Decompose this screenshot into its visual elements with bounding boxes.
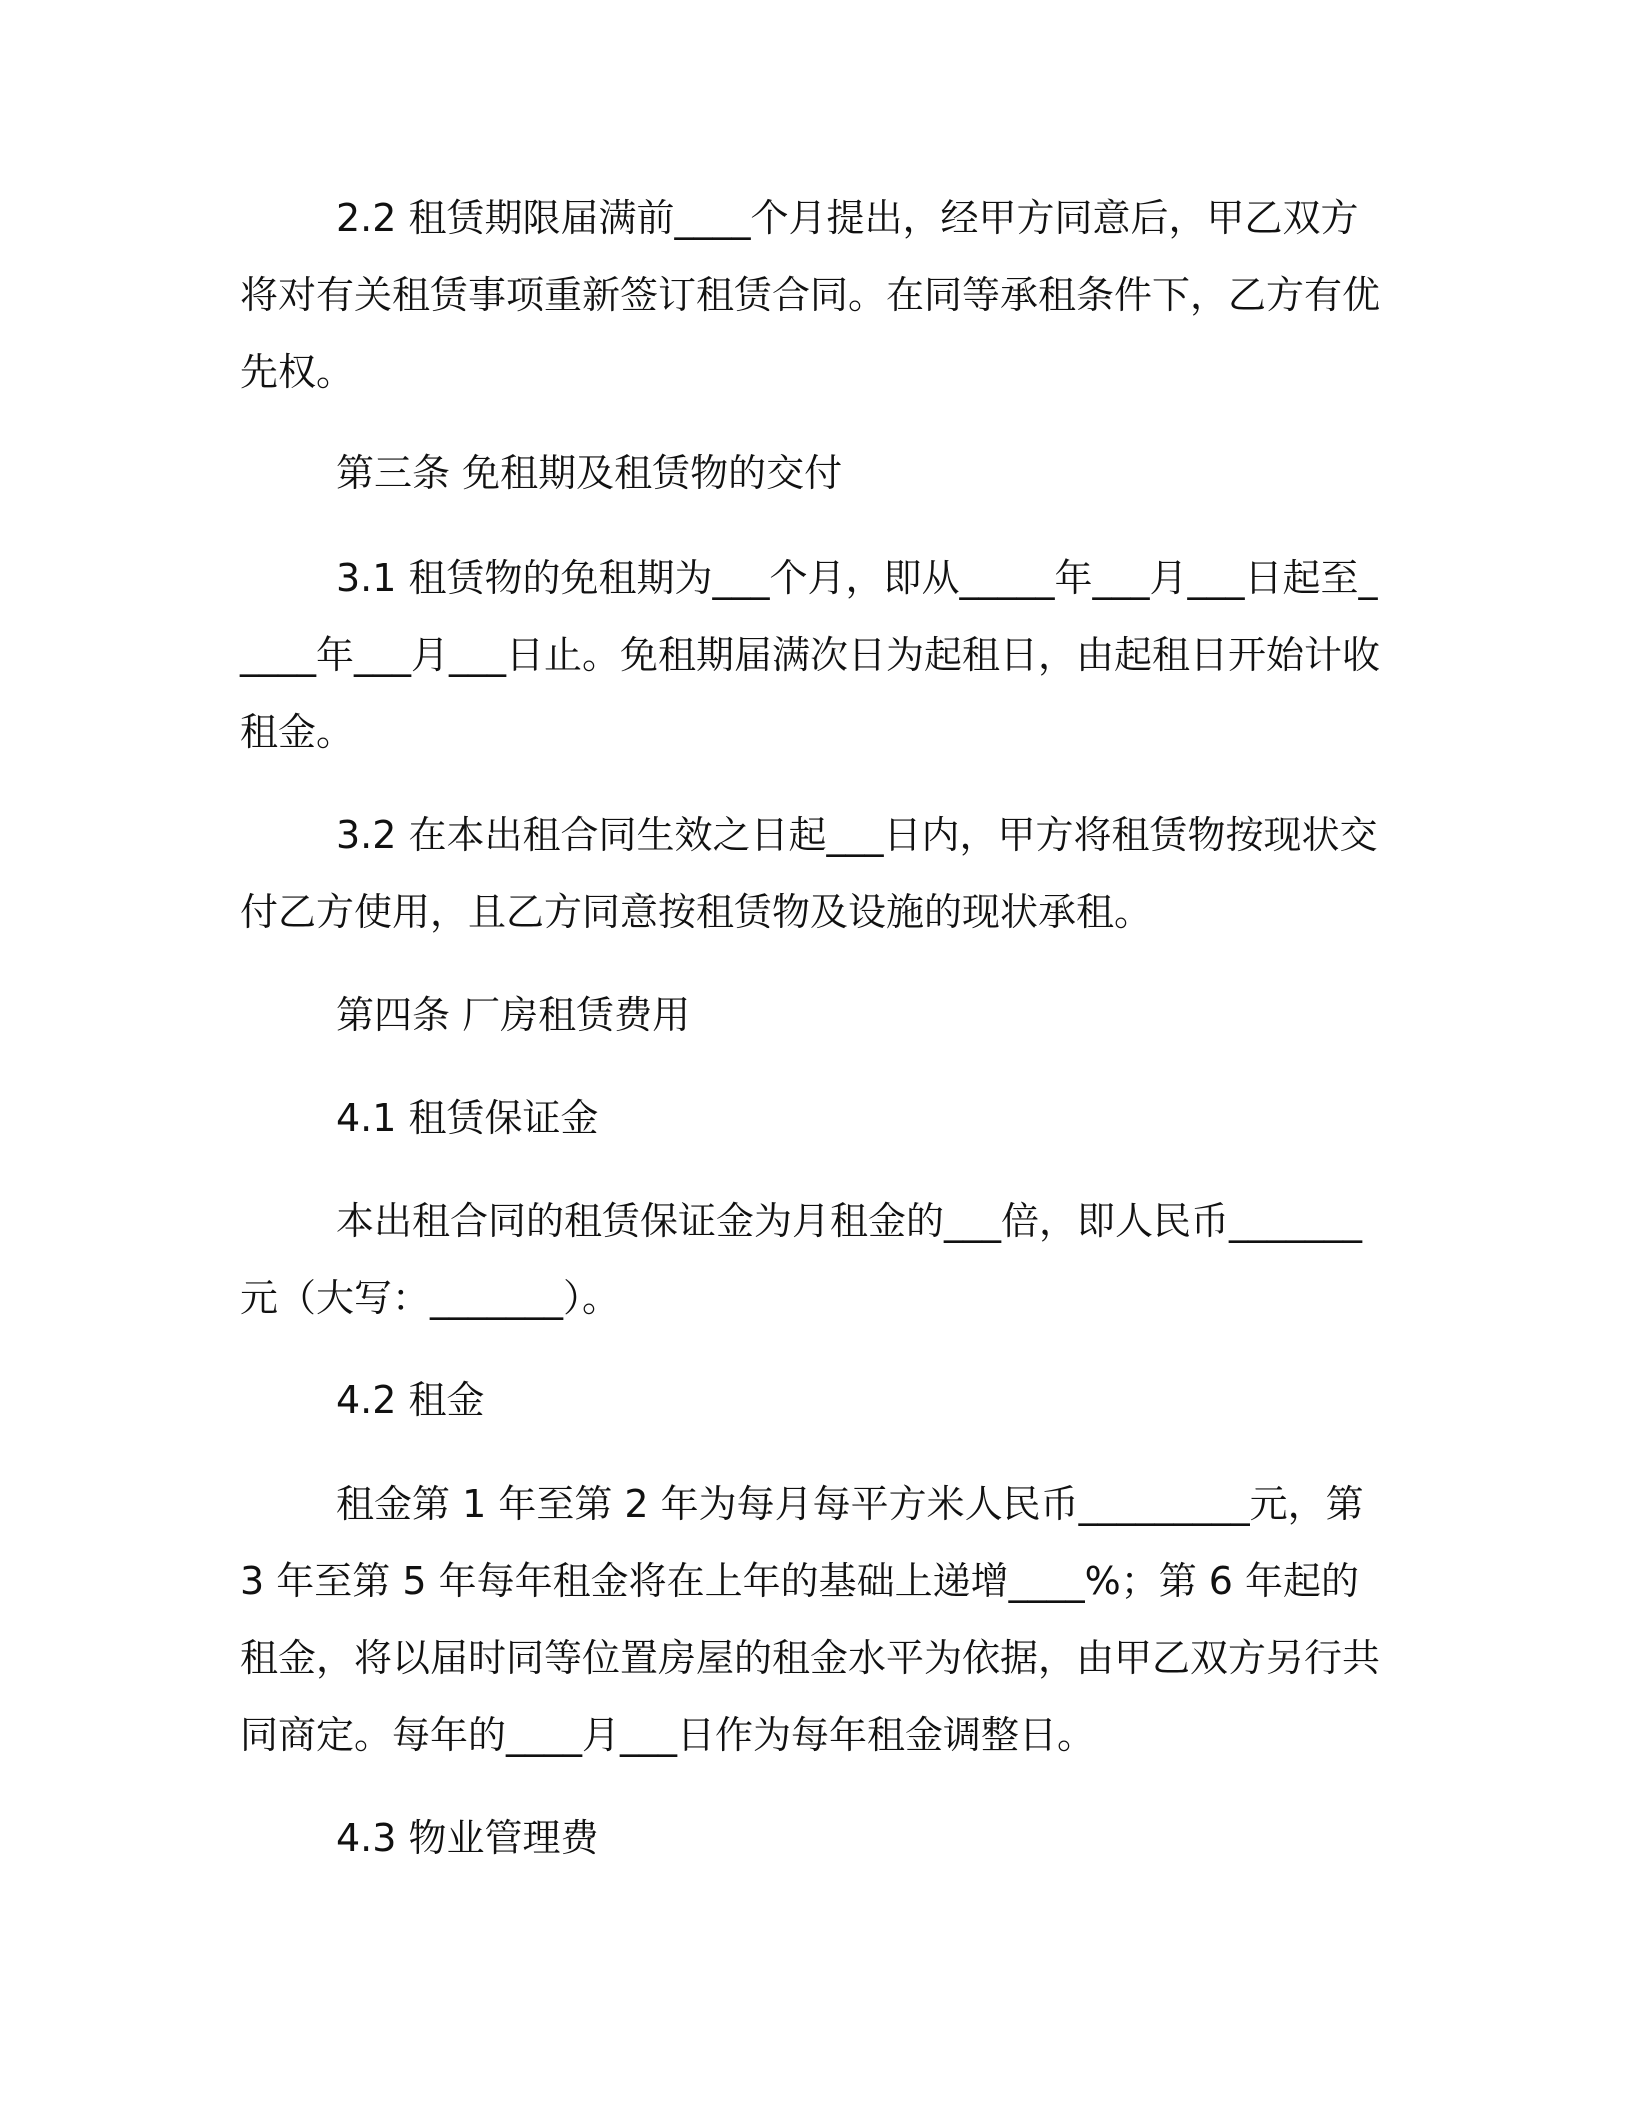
article-3-title: 第三条 免租期及租赁物的交付 [336, 451, 843, 495]
clause-4-2-text: 租金第 1 年至第 2 年为每月每平方米人民币_________元，第 3 年至第 5 年每年租金将在上年的基础上递增____%；第 6 年起的租金，将以届时同等位置房屋的租金水平为依据，由甲乙双方另行共同商定。每年的____月___日作为每年租金调整日。 [240, 1482, 1381, 1757]
clause-4-2-title: 4.2 租金 [336, 1378, 485, 1422]
clause-4-1-text: 本出租合同的租赁保证金为月租金的___倍，即人民币_______元（大写：_______）。 [240, 1199, 1363, 1320]
article-4-title: 第四条 厂房租赁费用 [336, 993, 691, 1037]
clause-3-1: 3.1 租赁物的免租期为___个月，即从_____年___月___日起至_____年___月___日止。免租期届满次日为起租日，由起租日开始计收租金。 [240, 556, 1381, 754]
clause-4-1-title: 4.1 租赁保证金 [336, 1096, 599, 1140]
clause-3-2: 3.2 在本出租合同生效之日起___日内，甲方将租赁物按现状交付乙方使用，且乙方同意按租赁物及设施的现状承租。 [240, 813, 1378, 934]
clause-2-2: 2.2 租赁期限届满前____个月提出，经甲方同意后，甲乙双方将对有关租赁事项重新签订租赁合同。在同等承租条件下，乙方有优先权。 [240, 196, 1381, 394]
clause-4-3-title: 4.3 物业管理费 [336, 1816, 599, 1860]
